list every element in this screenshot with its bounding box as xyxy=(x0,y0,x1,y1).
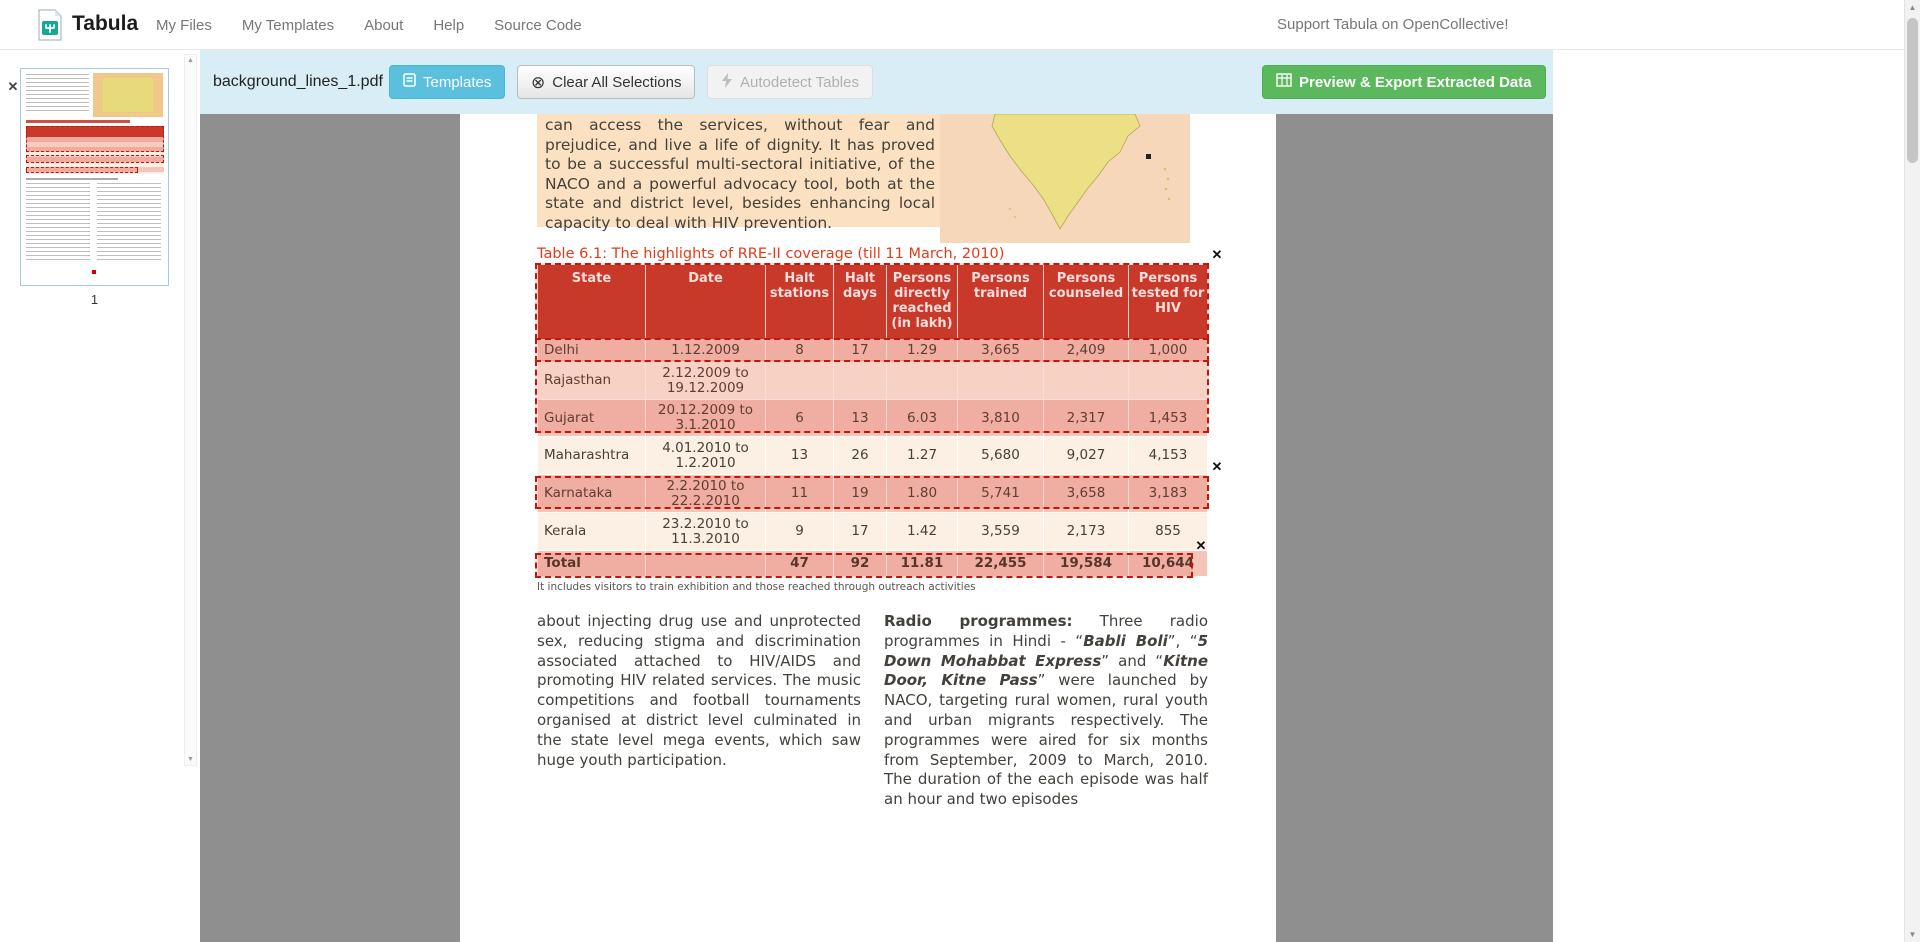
table-cell: 2,173 xyxy=(1044,513,1129,551)
table-header-cell: Date xyxy=(646,265,766,340)
selection-region[interactable] xyxy=(535,553,1193,578)
table-cell: 6.03 xyxy=(887,400,958,437)
table-cell: 20.12.2009 to 3.1.2010 xyxy=(646,400,766,437)
page-sidebar xyxy=(0,50,200,942)
selection-region[interactable] xyxy=(535,360,1209,433)
clear-all-selections-button[interactable]: ⊗ Clear All Selections xyxy=(517,65,695,99)
table-cell: 19 xyxy=(834,475,887,513)
scroll-up-icon[interactable]: ▲ xyxy=(187,57,194,64)
table-cell: 1.12.2009 xyxy=(646,340,766,362)
intro-block xyxy=(537,114,940,232)
table-header-cell: Halt days xyxy=(834,265,887,340)
thumbnail-left-column xyxy=(26,183,90,263)
table-cell: 1.42 xyxy=(887,513,958,551)
nav-item-my-files[interactable]: My Files xyxy=(156,16,212,34)
autodetect-tables-button: Autodetect Tables xyxy=(707,65,873,99)
table-row xyxy=(538,513,1208,551)
remove-selection-button[interactable]: ✕ xyxy=(1195,538,1207,553)
table-cell: 2.2.2010 to 22.2.2010 xyxy=(646,475,766,513)
scroll-down-icon[interactable]: ▼ xyxy=(1908,930,1917,939)
table-cell: 855 xyxy=(1129,513,1208,551)
filename-label: background_lines_1.pdf xyxy=(213,73,383,90)
table-cell: 11 xyxy=(766,475,834,513)
nav-item-my-templates[interactable]: My Templates xyxy=(241,16,335,34)
table-cell: Karnataka xyxy=(538,475,646,513)
nav-menu xyxy=(156,0,582,50)
clear-circle-x-icon: ⊗ xyxy=(531,72,546,92)
table-header-cell: Persons trained xyxy=(958,265,1044,340)
table-cell: 8 xyxy=(766,340,834,362)
table-cell: 17 xyxy=(834,513,887,551)
table-cell: 26 xyxy=(834,437,887,475)
table-header-cell: Halt stations xyxy=(766,265,834,340)
remove-selection-button[interactable]: ✕ xyxy=(1211,459,1223,474)
page-number-label: 1 xyxy=(90,292,99,307)
scrollbar-thumb[interactable] xyxy=(1907,18,1918,163)
nav-item-about[interactable]: About xyxy=(364,16,404,34)
scroll-up-icon[interactable]: ▲ xyxy=(1908,3,1917,12)
thumbnail-footnote-line xyxy=(26,178,118,180)
table-cell: 23.2.2010 to 11.3.2010 xyxy=(646,513,766,551)
sidebar-scrollbar[interactable] xyxy=(184,54,197,766)
table-cell: Maharashtra xyxy=(538,437,646,475)
table-cell: 1.80 xyxy=(887,475,958,513)
table-cell: 10,644 xyxy=(1129,551,1208,577)
thumbnail-table-title xyxy=(26,120,130,123)
remove-page-button[interactable]: ✕ xyxy=(7,79,19,94)
table-cell: 3,658 xyxy=(1044,475,1129,513)
left-column-paragraph: about injecting drug use and unprotected sex, reducing stigma and discrimination associated attached to HIV/AIDS and promoting HIV related services. The music competitions and football tournaments organised at district level culminated in the state level mega events, which saw huge youth participation. xyxy=(537,612,861,769)
table-cell: Rajasthan xyxy=(538,362,646,400)
templates-icon xyxy=(403,73,416,91)
table-cell: 1.29 xyxy=(887,340,958,362)
page-thumbnail[interactable] xyxy=(20,68,169,286)
table-cell: 13 xyxy=(834,400,887,437)
table-cell: 22,455 xyxy=(958,551,1044,577)
lightning-icon xyxy=(721,73,733,92)
table-cell: 9 xyxy=(766,513,834,551)
table-row xyxy=(538,437,1208,475)
selection-region[interactable] xyxy=(535,338,1209,362)
table-cell: 47 xyxy=(766,551,834,577)
table-grid-icon xyxy=(1276,73,1292,91)
table-cell: 2.12.2009 to 19.12.2009 xyxy=(646,362,766,400)
table-header-cell: Persons counseled xyxy=(1044,265,1129,340)
brand-name[interactable]: Tabula xyxy=(72,12,139,35)
table-cell: 92 xyxy=(834,551,887,577)
table-cell: 17 xyxy=(834,340,887,362)
table-cell: 9,027 xyxy=(1044,437,1129,475)
preview-export-button[interactable]: Preview & Export Extracted Data xyxy=(1262,65,1546,99)
table-cell: Delhi xyxy=(538,340,646,362)
table-cell: Total xyxy=(538,551,646,577)
thumbnail-map xyxy=(93,73,163,117)
table-cell: 11.81 xyxy=(887,551,958,577)
templates-button[interactable]: Templates xyxy=(389,65,505,99)
nav-item-help[interactable]: Help xyxy=(433,16,465,34)
toolbar xyxy=(200,50,1553,114)
table-cell: 4.01.2010 to 1.2.2010 xyxy=(646,437,766,475)
table-cell: 1,453 xyxy=(1129,400,1208,437)
table-cell: 3,810 xyxy=(958,400,1044,437)
nav-item-source-code[interactable]: Source Code xyxy=(494,16,582,34)
table-cell: 3,183 xyxy=(1129,475,1208,513)
support-link[interactable]: Support Tabula on OpenCollective! xyxy=(1277,16,1509,33)
main-scrollbar[interactable] xyxy=(1904,0,1920,942)
remove-selection-button[interactable]: ✕ xyxy=(1211,247,1223,262)
table-title: Table 6.1: The highlights of RRE-II coverage (till 11 March, 2010) xyxy=(537,246,1005,262)
thumbnail-selection-marker xyxy=(92,270,96,274)
table-cell: 2,409 xyxy=(1044,340,1129,362)
table-header-cell: Persons tested for HIV xyxy=(1129,265,1208,340)
navbar xyxy=(0,0,1920,50)
table-header-cell: Persons directly reached (in lakh) xyxy=(887,265,958,340)
document-canvas xyxy=(200,114,1553,942)
right-column-paragraph: Radio programmes: Three radio programmes in Hindi - “Babli Boli”, “5 Down Mohabbat Express” and “Kitne Door, Kitne Pass” were launched by NACO, targeting rural women, rural youth and urban migrants respectively. The programmes were aired for six months from September, 2009 to March, 2010. The duration of the each episode was half an hour and two episodes xyxy=(884,612,1209,809)
pdf-page[interactable] xyxy=(460,114,1276,942)
table-cell: 13 xyxy=(766,437,834,475)
table-cell: 3,559 xyxy=(958,513,1044,551)
table-cell: 1.27 xyxy=(887,437,958,475)
thumbnail-text-lines xyxy=(26,74,89,114)
selection-region[interactable] xyxy=(535,476,1209,509)
thumbnail-table xyxy=(26,126,164,174)
india-map xyxy=(940,114,1190,243)
thumbnail-right-column xyxy=(97,183,161,263)
tabula-logo-icon[interactable] xyxy=(36,9,64,46)
table-cell: Gujarat xyxy=(538,400,646,437)
table-cell: 2,317 xyxy=(1044,400,1129,437)
scroll-down-icon[interactable]: ▼ xyxy=(187,756,194,763)
table-cell: 5,741 xyxy=(958,475,1044,513)
table-cell: 6 xyxy=(766,400,834,437)
table-cell: 19,584 xyxy=(1044,551,1129,577)
table-cell: Kerala xyxy=(538,513,646,551)
table-cell: 5,680 xyxy=(958,437,1044,475)
selection-region[interactable] xyxy=(535,263,1209,340)
table-header-cell: State xyxy=(538,265,646,340)
intro-paragraph: can access the services, without fear and prejudice, and live a life of dignity. It has proved to be a successful multi-sectoral initiative, of the NACO and a powerful advocacy tool, both at the state and district level, besides enhancing local capacity to deal with HIV prevention. xyxy=(545,116,935,232)
table-cell: 3,665 xyxy=(958,340,1044,362)
table-cell: 4,153 xyxy=(1129,437,1208,475)
table-cell: 1,000 xyxy=(1129,340,1208,362)
table-footnote: It includes visitors to train exhibition and those reached through outreach activities xyxy=(537,581,976,593)
